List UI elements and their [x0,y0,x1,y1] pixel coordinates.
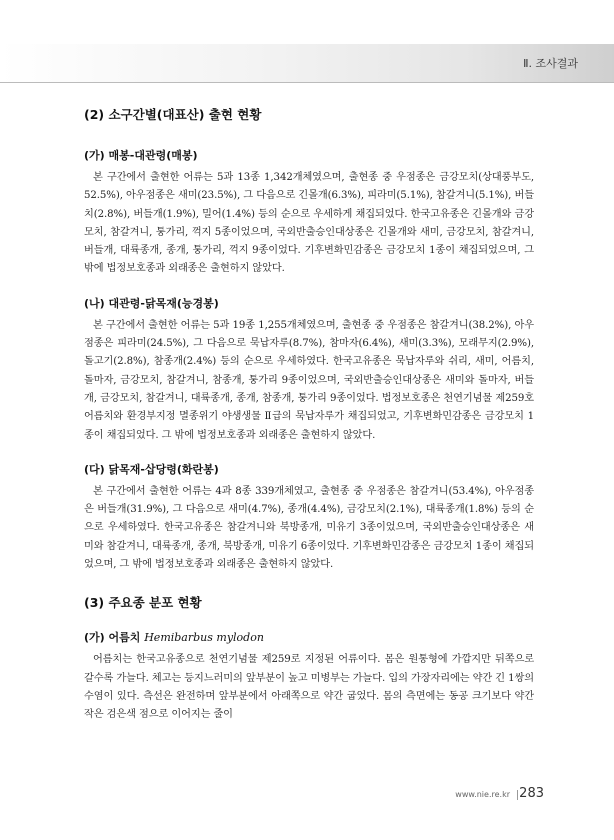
page-content [84,100,534,725]
paragraph-eoreumchi: 어름치는 한국고유종으로 천연기념물 제259로 지정된 어류이다. 몸은 원통형에 가깝지만 뒤쪽으로 갈수록 가늘다. 체고는 등지느러미의 앞부분이 높고 미병부는 가늘다. 입의 가장자리에는 약간 긴 1쌍의 수염이 있다. 측선은 완전하며 앞부분에서 아래쪽으로 약간 굽었다. 몸의 측면에는 동공 크기보다 약간 작은 검은색 점으로 이어지는 줄이 [84,654,534,721]
subsection-label-eoreumchi: (가) 어름치 [84,631,145,645]
paragraph-maebong: 본 구간에서 출현한 어류는 5과 13종 1,342개체였으며, 출현종 중 우점종은 금강모치(상대풍부도, 52.5%), 아우점종은 새미(23.5%), 그 다음으로 긴몰개(6.3%), 피라미(5.1%), 참갈겨니(5.1%), 버들치(2.8%), 버들개(1.9%), 밀어(1.4%) 등의 순으로 우세하게 채집되었다. 한국고유종은 긴몰개와 금강모치, 참갈겨니, 퉁가리, 꺽지 5종이었으며, 국외반출승인대상종은 긴몰개와 새미, 금강모치, 참갈겨니, 버들개, 대륙종개, 종개, 퉁가리, 꺽지 9종이었다. 기후변화민감종은 금강모치 1종이 채집되었으며, 그 밖에 법정보호종과 외래종은 출현하지 않았다. [84,172,534,275]
section-title-2: (2) 소구간별(대표산) 출현 현황 [84,107,262,122]
footer-url: www.nie.re.kr [455,790,510,799]
chapter-title: Ⅱ. 조사결과 [523,57,578,70]
scientific-name: Hemibarbus mylodon [144,631,264,645]
paragraph-neunggyeongbong: 본 구간에서 출현한 어류는 5과 19종 1,255개체였으며, 출현종 중 우점종은 참갈겨니(38.2%), 아우점종은 피라미(24.5%), 그 다음으로 묵납자루(8.7%), 참마자(6.4%), 새미(3.3%), 모래무지(2.9%), 돌고기(2.8%), 참종개(2.4%) 등의 순으로 우세하였다. 한국고유종은 묵납자루와 쉬리, 새미, 어름치, 돌마자, 금강모치, 참갈겨니, 참종개, 퉁가리 9종이었으며, 국외반출승인대상종은 새미와 돌마자, 버들개, 금강모치, 참갈겨니, 대륙종개, 종개, 참종개, 퉁가리 9종이었다. 법정보호종은 천연기념물 제259호 어름치와 환경부지정 멸종위기 야생생물 Ⅱ급의 묵납자루가 채집되었고, 기후변화민감종은 금강모치 1종이 채집되었다. 그 밖에 법정보호종과 외래종은 출현하지 않았다. [84,319,534,441]
page-number: 283 [519,786,544,801]
header-divider [0,82,614,83]
chapter-header-band [0,44,614,82]
chapter-label [464,44,614,82]
subsection-title-maebong: (가) 매봉-대관령(매봉) [84,149,198,162]
paragraph-hwaranbong: 본 구간에서 출현한 어류는 4과 8종 339개체였고, 출현종 중 우점종은 참갈겨니(53.4%), 아우점종은 버들개(31.9%), 그 다음으로 새미(4.7%), 종개(4.4%), 금강모치(2.1%), 대륙종개(1.8%) 등의 순으로 우세하였다. 한국고유종은 참갈겨니와 북방종개, 미유기 3종이었으며, 국외반출승인대상종은 새미와 참갈겨니, 대륙종개, 종개, 북방종개, 미유기 6종이었다. 기후변화민감종은 금강모치 1종이 채집되었으며, 그 밖에 법정보호종과 외래종은 출현하지 않았다. [84,485,534,571]
subsection-title-eoreumchi [84,630,534,646]
footer-separator [517,790,518,800]
page-footer [0,786,614,806]
subsection-title-hwaranbong: (다) 닭목재-삽당령(화란봉) [84,462,219,476]
section-title-3: (3) 주요종 분포 현황 [84,595,202,611]
subsection-title-neunggyeongbong: (나) 대관령-닭목재(능경봉) [84,296,219,310]
